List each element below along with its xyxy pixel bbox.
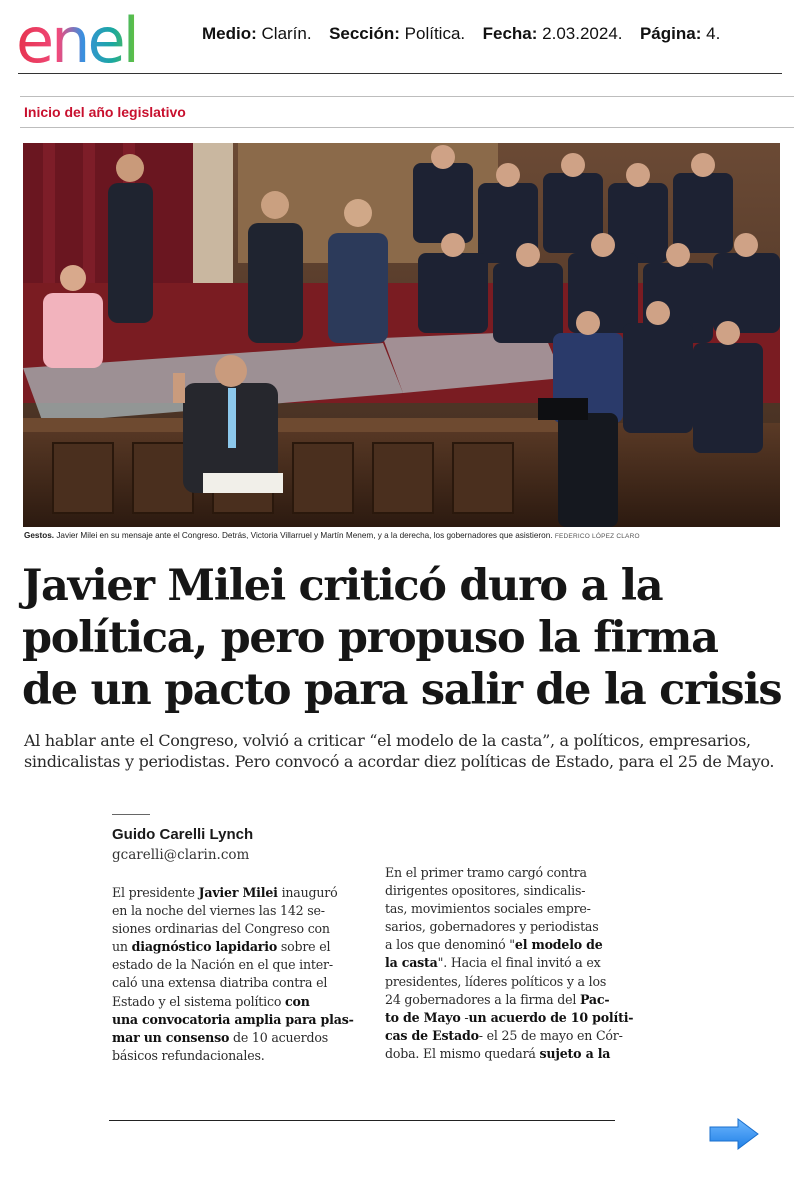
body-text-bold: con	[285, 993, 310, 1009]
author-name: Guido Carelli Lynch	[112, 826, 254, 843]
body-text-bold: diagnóstico lapidario	[131, 939, 278, 955]
body-text: sarios, gobernadores y periodistas	[385, 919, 599, 935]
body-text-line	[112, 884, 348, 902]
body-text-bold: cas de Estado	[385, 1027, 479, 1043]
article-subheadline	[24, 730, 794, 772]
body-text-line	[385, 918, 621, 936]
photo-credit: FEDERICO LÓPEZ CLARO	[554, 533, 640, 540]
headline-line: Javier Milei criticó duro a la	[22, 561, 663, 611]
body-text-line	[112, 993, 348, 1011]
pagina-label: Página:	[639, 24, 702, 43]
body-text-line	[385, 973, 621, 991]
body-text: ". Hacia el final invitó a ex	[437, 955, 601, 971]
photo-caption	[24, 531, 784, 540]
body-text: sobre el	[277, 939, 331, 955]
body-text-line	[112, 902, 348, 920]
fecha-value: 2.03.2024.	[542, 24, 623, 43]
body-text: en la noche del viernes las 142 se-	[112, 903, 325, 919]
body-text-line	[112, 974, 348, 992]
body-text: -	[460, 1009, 469, 1025]
body-text: un	[112, 939, 132, 955]
body-column-1	[112, 884, 354, 1065]
body-text: tas, movimientos sociales empre-	[385, 901, 591, 917]
congress-photo	[23, 143, 780, 527]
body-text-line	[385, 864, 621, 882]
body-text: - el 25 de mayo en Cór-	[478, 1027, 623, 1043]
body-text-line	[112, 938, 348, 956]
deck-line: Al hablar ante el Congreso, volvió a criticar “el modelo de la casta”, a políticos, empresarios,	[24, 731, 751, 750]
body-text: doba. El mismo quedará	[385, 1045, 540, 1061]
seccion-label: Sección:	[329, 24, 400, 43]
body-text: presidentes, líderes políticos y a los	[385, 973, 607, 989]
body-text-bold: sujeto a la	[539, 1045, 611, 1061]
seccion-value: Política.	[404, 24, 466, 43]
fecha-label: Fecha:	[482, 24, 538, 43]
medio-value: Clarín.	[261, 24, 312, 43]
section-label: Inicio del año legislativo	[24, 104, 186, 120]
body-text-line	[385, 900, 621, 918]
body-text-bold: el modelo de	[514, 937, 603, 953]
body-text: estado de la Nación en el que inter-	[112, 957, 333, 973]
body-column-2	[385, 864, 634, 1063]
byline-divider	[112, 814, 150, 815]
body-text-line	[112, 956, 348, 974]
body-text: básicos refundacionales.	[112, 1047, 265, 1063]
body-text-line	[385, 991, 621, 1009]
author-email: gcarelli@clarin.com	[112, 847, 250, 863]
footer-divider	[109, 1120, 615, 1121]
body-text-bold: la casta	[385, 955, 438, 971]
body-text-line	[112, 1011, 354, 1029]
body-text-bold: un acuerdo de 10 políti-	[468, 1009, 634, 1025]
body-text: inauguró	[277, 885, 338, 900]
enel-logo	[14, 8, 180, 70]
caption-text: Javier Milei en su mensaje ante el Congreso. Detrás, Victoria Villarruel y Martín Menem, y a la derecha, los gobernadores que asistieron.	[54, 531, 553, 540]
section-rule-top	[20, 96, 794, 97]
body-text-bold: mar un consenso	[112, 1029, 230, 1045]
article-headline	[22, 560, 792, 716]
headline-line: de un pacto para salir de la crisis	[22, 665, 782, 715]
body-text: siones ordinarias del Congreso con	[112, 921, 330, 937]
deck-line: sindicalistas y periodistas. Pero convocó a acordar diez políticas de Estado, para el 25 de Mayo.	[24, 752, 775, 771]
body-text: En el primer tramo cargó contra	[385, 865, 587, 880]
body-text-bold: Javier Milei	[198, 885, 278, 900]
body-text-line	[112, 1047, 348, 1065]
medio-label: Medio:	[202, 24, 257, 43]
body-text-line	[385, 936, 621, 954]
header-divider	[18, 73, 782, 74]
body-text-bold: Pac-	[579, 991, 610, 1007]
body-text: de 10 acuerdos	[229, 1029, 328, 1045]
body-text: Estado y el sistema político	[112, 993, 286, 1009]
document-metadata	[202, 24, 720, 44]
body-text-line	[385, 1045, 621, 1063]
caption-lead: Gestos.	[24, 531, 55, 540]
body-text-line	[112, 920, 348, 938]
section-rule-bottom	[20, 127, 794, 128]
body-text: El presidente	[112, 885, 199, 900]
body-text-line	[385, 1009, 634, 1027]
body-text-line	[385, 882, 621, 900]
logo-text: enel	[16, 8, 137, 70]
body-text: a los que denominó "	[385, 937, 515, 953]
headline-line: política, pero propuso la firma	[22, 613, 718, 663]
body-text: caló una extensa diatriba contra el	[112, 975, 328, 991]
body-text: 24 gobernadores a la firma del	[385, 991, 580, 1007]
body-text-line	[112, 1029, 348, 1047]
arrow-right-icon[interactable]	[708, 1117, 760, 1151]
body-text-bold: to de Mayo	[385, 1009, 461, 1025]
body-text-line	[385, 954, 621, 972]
pagina-value: 4.	[706, 24, 721, 43]
body-text: dirigentes opositores, sindicalis-	[385, 883, 586, 899]
body-text-bold: una convocatoria amplia para plas-	[112, 1011, 354, 1027]
body-text-line	[385, 1027, 621, 1045]
